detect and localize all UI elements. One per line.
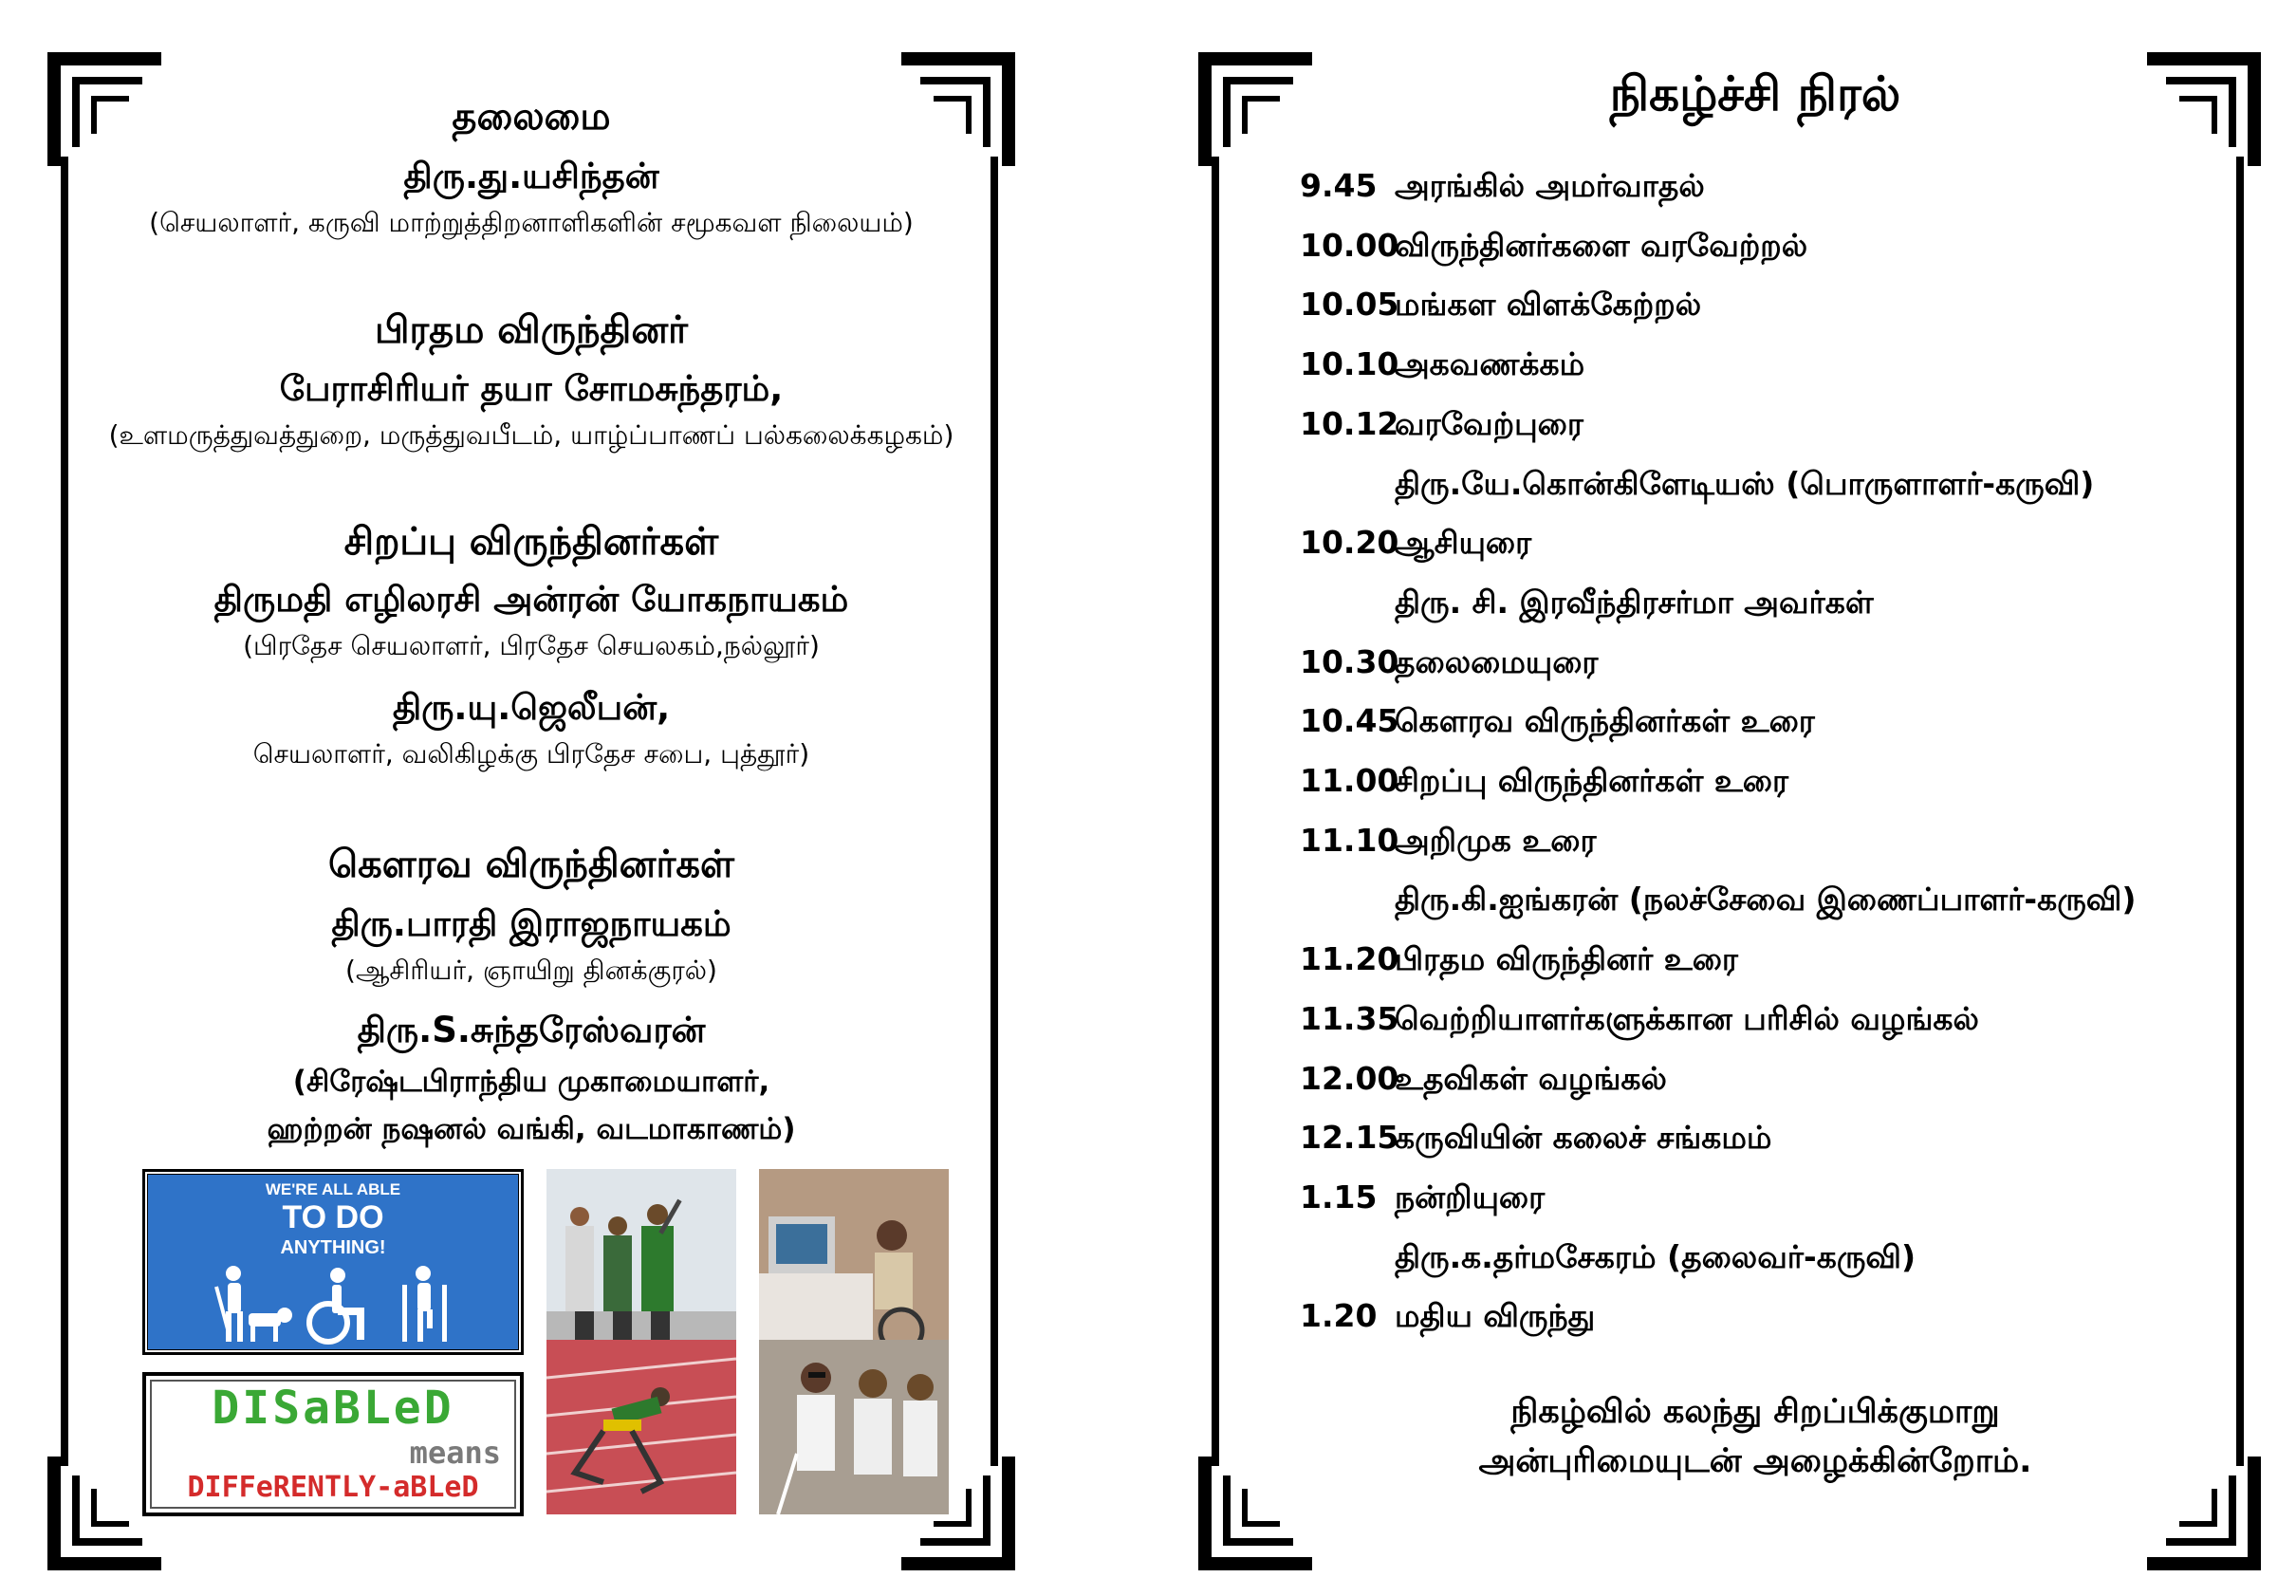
schedule-time: 1.20: [1300, 1297, 1378, 1335]
closing-line-2: அன்புரிமையுடன் அழைக்கின்றோம்.: [1478, 1442, 2032, 1480]
schedule-time: 9.45: [1300, 167, 1378, 204]
honoured-guest-1-role: (ஆசிரியர், ஞாயிறு தினக்குரல்): [345, 955, 717, 986]
schedule-speaker: திரு.யே.கொன்கிளேடியஸ் (பொருளாளர்-கருவி): [1395, 464, 2095, 502]
special-guest-2-name: திரு.யு.ஜெலீபன்,: [392, 687, 671, 728]
schedule-time: 10.00: [1300, 226, 1399, 264]
schedule-activity: மதிய விருந்து: [1395, 1297, 1596, 1335]
schedule-activity: கௌரவ விருந்தினர்கள் உரை: [1395, 702, 1815, 740]
schedule-activity: தலைமையுரை: [1395, 642, 1599, 680]
special-guest-2-role: செயலாளர், வலிகிழக்கு பிரதேச சபை, புத்தூர்): [252, 738, 810, 770]
accessibility-pictograms: [205, 1264, 461, 1345]
honoured-guest-2-role-line1: (சிரேஷ்டபிராந்திய முகாமையாளர்,: [292, 1065, 770, 1099]
able-sign-line2: TO DO: [282, 1199, 384, 1235]
programme-title: நிகழ்ச்சி நிரல்: [1609, 66, 1901, 121]
schedule-time: 10.05: [1300, 286, 1399, 324]
schedule-item: [1300, 167, 1705, 209]
schedule-item: [1300, 345, 1584, 387]
right-panel-right-side: [2236, 157, 2244, 1466]
schedule-item: [1300, 227, 1807, 269]
schedule-time: 11.00: [1300, 762, 1399, 799]
schedule-activity: அறிமுக உரை: [1395, 821, 1597, 859]
schedule-speaker: திரு. சி. இரவீந்திரசர்மா அவர்கள்: [1395, 583, 1874, 621]
schedule-activity: பிரதம விருந்தினர் உரை: [1395, 940, 1738, 978]
section-heading-chief-guest: பிரதம விருந்தினர்: [374, 308, 689, 352]
schedule-activity: ஆசியுரை: [1395, 524, 1532, 562]
special-guest-1-role: (பிரதேச செயலாளர், பிரதேச செயலகம்,நல்லூர்): [243, 630, 820, 661]
schedule-activity: விருந்தினர்களை வரவேற்றல்: [1395, 226, 1808, 264]
schedule-time: 12.00: [1300, 1059, 1399, 1097]
schedule-activity: உதவிகள் வழங்கல்: [1395, 1059, 1667, 1097]
differently-abled-word: DIFFeRENTLY-aBLeD: [187, 1471, 479, 1504]
schedule-item: [1300, 1060, 1667, 1102]
chief-guest-name: பேராசிரியர் தயா சோமசுந்தரம்,: [279, 368, 784, 409]
schedule-item: [1300, 524, 1531, 566]
section-heading-special-guests: சிறப்பு விருந்தினர்கள்: [343, 520, 719, 564]
paralympic-athletes-photo: [546, 1169, 736, 1355]
section-heading-chair: தலைமை: [452, 95, 611, 139]
disabled-differently-abled-sign: [142, 1372, 524, 1516]
schedule-speaker: திரு.கி.ஐங்கரன் (நலச்சேவை இணைப்பாளர்-கருவி): [1395, 881, 2137, 919]
schedule-time: 10.45: [1300, 702, 1399, 740]
chair-name: திரு.து.யசிந்தன்: [403, 156, 659, 196]
visually-impaired-walkers-photo: [759, 1340, 949, 1514]
schedule-activity: வெற்றியாளர்களுக்கான பரிசில் வழங்கல்: [1395, 999, 1979, 1037]
schedule-item: [1300, 940, 1738, 982]
schedule-item: [1300, 1000, 1979, 1042]
guest-list: [57, 0, 1006, 1158]
schedule-activity: நன்றியுரை: [1395, 1178, 1546, 1216]
honoured-guest-2-role-line2: ஹற்றன் நஷனல் வங்கி, வடமாகாணம்): [267, 1112, 796, 1146]
able-sign-image: [142, 1169, 524, 1355]
schedule-item: [1300, 702, 1815, 744]
schedule-item: [1300, 1178, 1545, 1220]
schedule-time: 11.10: [1300, 821, 1399, 859]
right-panel-left-side: [1212, 157, 1219, 1466]
schedule-item: [1300, 1297, 1595, 1339]
schedule-activity: அகவணக்கம்: [1395, 345, 1585, 383]
schedule-activity: அரங்கில் அமர்வாதல்: [1395, 167, 1705, 204]
schedule-item: [1300, 405, 1583, 447]
schedule-time: 12.15: [1300, 1119, 1399, 1157]
schedule-time: 11.20: [1300, 940, 1399, 978]
computer-user-photo: [759, 1169, 949, 1355]
special-guest-1-name: திருமதி எழிலரசி அன்ரன் யோகநாயகம்: [213, 579, 849, 620]
section-heading-honoured-guests: கௌரவ விருந்தினர்கள்: [327, 843, 735, 886]
athletes-illustration: [546, 1169, 736, 1355]
disabled-word: DISaBLeD: [212, 1382, 454, 1435]
chief-guest-role: (உளமருத்துவத்துறை, மருத்துவபீடம், யாழ்ப்பாணப் பல்கலைக்கழகம்): [108, 419, 954, 451]
schedule-item: [1300, 822, 1597, 863]
schedule-time: 10.12: [1300, 404, 1399, 442]
schedule-activity: கருவியின் கலைச் சங்கமம்: [1395, 1119, 1772, 1157]
schedule-item: [1300, 1119, 1771, 1160]
schedule-item: [1300, 762, 1788, 804]
walkers-illustration: [759, 1340, 949, 1514]
schedule-activity: சிறப்பு விருந்தினர்கள் உரை: [1395, 762, 1789, 799]
able-sign-line1: WE'RE ALL ABLE: [265, 1180, 401, 1198]
schedule-item: [1300, 643, 1598, 685]
closing-line-1: நிகழ்வில் கலந்து சிறப்பிக்குமாறு: [1510, 1393, 2000, 1431]
schedule-time: 10.20: [1300, 524, 1399, 562]
schedule-activity: வரவேற்புரை: [1395, 404, 1583, 442]
able-sign-bg: [148, 1175, 518, 1349]
schedule-time: 1.15: [1300, 1178, 1378, 1216]
means-word: means: [409, 1435, 501, 1471]
schedule-speaker: திரு.க.தர்மசேகரம் (தலைவர்-கருவி): [1395, 1237, 1916, 1275]
blade-runner-photo: [546, 1340, 736, 1514]
able-sign-line3: ANYTHING!: [280, 1237, 386, 1258]
schedule-time: 10.10: [1300, 345, 1399, 383]
schedule-time: 10.30: [1300, 642, 1399, 680]
schedule-time: 11.35: [1300, 999, 1399, 1037]
honoured-guest-2-name: திரு.S.சுந்தரேஸ்வரன்: [357, 1010, 706, 1050]
schedule-item: [1300, 286, 1701, 327]
computer-illustration: [759, 1169, 949, 1355]
chair-role: (செயலாளர், கருவி மாற்றுத்திறனாளிகளின் சமூகவள நிலையம்): [149, 207, 914, 238]
schedule-activity: மங்கள விளக்கேற்றல்: [1395, 286, 1702, 324]
programme-schedule: [1300, 0, 2211, 1518]
sprinter-illustration: [546, 1340, 736, 1514]
honoured-guest-1-name: திரு.பாரதி இராஜநாயகம்: [331, 903, 731, 944]
